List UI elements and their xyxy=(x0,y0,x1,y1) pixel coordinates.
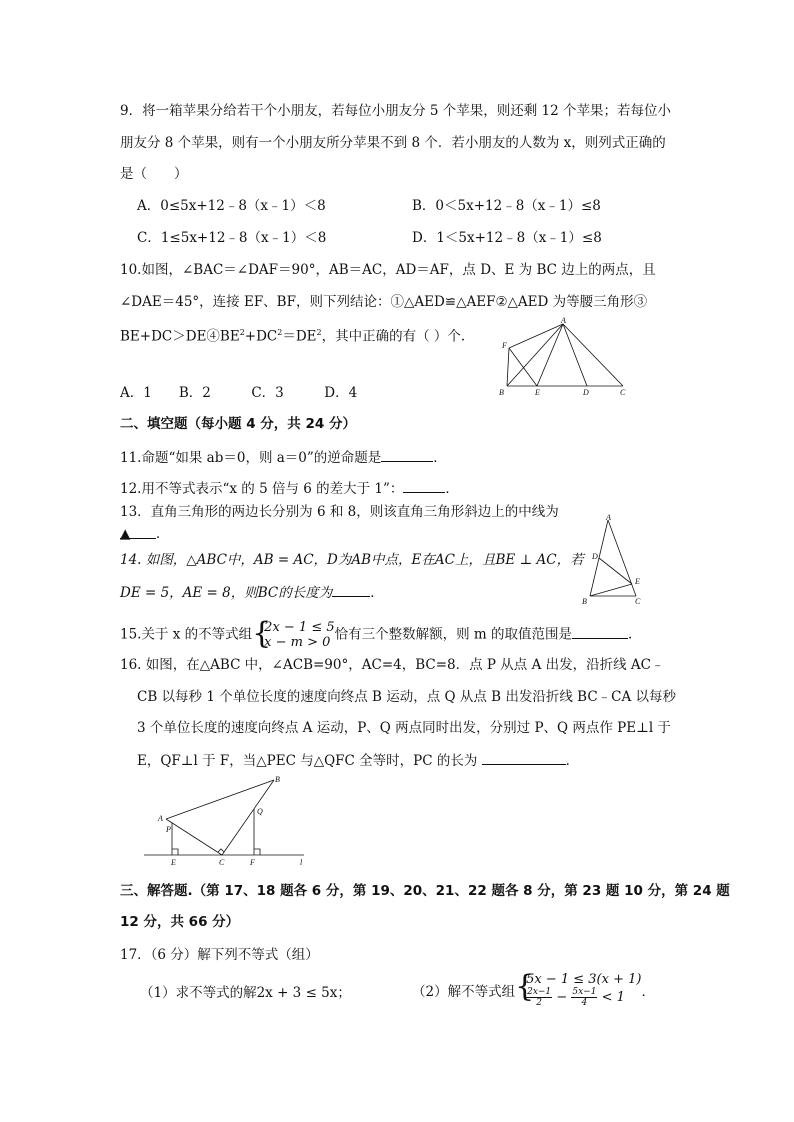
q16-label-a: A xyxy=(158,814,163,823)
q15-sys-row1: 2x − 1 ≤ 5 xyxy=(264,620,335,635)
q10-line3-d: ，其中正确的有（ ）个. xyxy=(321,328,466,345)
q16-label-q: Q xyxy=(257,807,263,816)
q9-line1: 9．将一箱苹果分给若干个小朋友，若每位小朋友分 5 个苹果，则还剩 12 个苹果；若每位小 xyxy=(120,103,672,119)
q9-option-c: C．1≤5x+12﹣8（x﹣1）＜8 xyxy=(137,230,327,246)
q16-label-c: C xyxy=(219,858,225,867)
q16-line1: 16. 如图，在△ABC 中，∠ACB=90°，AC=4，BC=8．点 P 从点 A 出发，沿折线 AC﹣ xyxy=(120,657,665,673)
q16-label-f: F xyxy=(250,858,255,867)
q17-part2 xyxy=(412,969,655,1008)
q17-frac2-num: 5x−1 xyxy=(572,987,597,997)
q17-frac2-den: 4 xyxy=(581,998,588,1008)
q17-end: ． xyxy=(641,984,655,1000)
q11-text: 11.命题“如果 ab＝0，则 a＝0”的逆命题是 xyxy=(120,450,382,466)
q17-frac2 xyxy=(571,987,597,1008)
q15 xyxy=(120,616,633,651)
q11 xyxy=(120,448,447,467)
q15-sys-row2: x − m > 0 xyxy=(264,635,331,650)
q10-options: A．1 B．2 C．3 D．4 xyxy=(120,385,358,401)
q15-post: 恰有三个整数解额，则 m 的取值范围是 xyxy=(334,626,573,643)
q16-label-b: B xyxy=(275,775,280,784)
q17-title: 17．（6 分）解下列不等式（组） xyxy=(120,947,319,963)
section-3-heading-line2: 12 分，共 66 分） xyxy=(120,914,240,930)
q10-label-a: A xyxy=(561,316,566,325)
q15-system: { 2x − 1 ≤ 5 x − m > 0 xyxy=(252,616,335,651)
q9-line2: 朋友分 8 个苹果，则有一个小朋友所分苹果不到 8 个．若小朋友的人数为 x，则列式正确的 xyxy=(120,135,666,151)
q17-sys-row1: 5x − 1 ≤ 3(x + 1) xyxy=(526,972,642,987)
q16-label-e: E xyxy=(171,858,176,867)
q12 xyxy=(120,479,459,498)
q16-label-p: P xyxy=(166,825,171,834)
section-3-heading-line1: 三、解答题.（第 17、18 题各 6 分，第 19、20、21、22 题各 8 分，第 23 题 10 分，第 24 题 xyxy=(120,883,730,899)
q12-end: ． xyxy=(445,481,459,497)
q10-label-f: F xyxy=(502,341,507,350)
q17-part1: （1）求不等式的解2x + 3 ≤ 5x； xyxy=(140,985,351,1001)
q14-label-e: E xyxy=(635,577,640,586)
q14-end: ． xyxy=(370,585,384,601)
q17-system: { 5x − 1 ≤ 3(x + 1) $\frac{2x-1}{2}$ − $\frac{5x-1}{4}$ < 1 xyxy=(515,969,642,1008)
q16-line4-text: E，QF⊥l 于 F，当△PEC 与△QFC 全等时，PC 的长为 xyxy=(137,753,478,769)
q15-answer-blank[interactable] xyxy=(572,625,628,639)
q16-line2: CB 以每秒 1 个单位长度的速度向终点 B 运动，点 Q 从点 B 出发沿折线 BC﹣CA 以每秒 xyxy=(137,689,677,705)
q10-label-b: B xyxy=(499,388,504,397)
q10-sup-3: 2 xyxy=(316,328,322,337)
q9-option-d: D．1＜5x+12﹣8（x﹣1）≤8 xyxy=(412,230,602,246)
q9-option-b: B．0＜5x+12﹣8（x﹣1）≤8 xyxy=(412,198,601,214)
q17-lt: < 1 xyxy=(601,990,625,1005)
q13-end: ． xyxy=(156,526,170,542)
q15-pre: 15.关于 x 的不等式组 xyxy=(120,626,253,643)
q13-line1: 13．直角三角形的两边长分别为 6 和 8，则该直角三角形斜边上的中线为 xyxy=(120,504,559,520)
q14-label-a: A xyxy=(606,514,611,522)
q15-end: . xyxy=(628,626,633,643)
q10-line3-a: BE+DC＞DE④BE xyxy=(120,328,240,345)
q10-line1: 10.如图，∠BAC＝∠DAF＝90°，AB＝AC，AD＝AF，点 D、E 为 BC 边上的两点，且 xyxy=(120,262,656,278)
q9-option-a: A．0≤5x+12﹣8（x﹣1）＜8 xyxy=(137,198,326,214)
q14-label-d: D xyxy=(592,552,598,561)
q11-answer-blank[interactable] xyxy=(381,448,433,462)
q17-frac1-den: 2 xyxy=(536,998,542,1008)
q12-text: 12.用不等式表示“x 的 5 倍与 6 的差大于 1”： xyxy=(120,481,404,497)
q14-figure xyxy=(578,514,648,606)
q13-answer-blank[interactable] xyxy=(120,525,156,542)
section-2-heading: 二、填空题（每小题 4 分，共 24 分） xyxy=(120,416,356,432)
q14-line2-text: DE = 5，AE = 8，则BC的长度为 xyxy=(120,585,333,601)
q14-label-c: C xyxy=(635,597,641,606)
q10-label-d: D xyxy=(583,388,589,397)
q16-line4 xyxy=(137,751,579,770)
q17-sys-row2 xyxy=(526,987,641,1008)
q16-answer-blank[interactable] xyxy=(482,751,566,765)
q10-line2: ∠DAE＝45°，连接 EF、BF，则下列结论：①△AED≌△AEF②△AED 为等腰三角形③ xyxy=(120,294,648,310)
q9-line3: 是（ ） xyxy=(120,166,188,182)
q10-line3-b: +DC xyxy=(244,328,278,345)
q14-line2 xyxy=(120,583,384,602)
q16-figure xyxy=(140,772,320,868)
q14-line1: 14. 如图，△ABC中，AB = AC，D为AB中点，E在AC上，且BE ⊥ AC，若 xyxy=(120,552,584,568)
q10-line3 xyxy=(120,324,465,346)
q17-minus: − xyxy=(556,990,568,1005)
q17-part2-label: （2）解不等式组 xyxy=(412,984,516,1000)
q16-label-l: l xyxy=(300,858,303,867)
q16-line3: 3 个单位长度的速度向终点 A 运动，P、Q 两点同时出发，分别过 P、Q 两点作 PE⊥l 于 xyxy=(137,720,671,736)
q10-label-e: E xyxy=(535,388,540,397)
q10-figure xyxy=(495,316,635,400)
q10-label-c: C xyxy=(620,388,626,397)
q13-mark: ▲ xyxy=(120,526,131,542)
q14-answer-blank[interactable] xyxy=(332,583,370,597)
q10-sup-2: 2 xyxy=(277,328,283,337)
q17-frac1-num: 2x−1 xyxy=(527,987,552,997)
q12-answer-blank[interactable] xyxy=(403,479,445,493)
q13-line2 xyxy=(120,525,170,543)
q10-line3-c: ＝DE xyxy=(282,328,317,345)
q16-end: ． xyxy=(565,753,580,769)
q11-end: ． xyxy=(433,450,447,466)
q14-label-b: B xyxy=(582,597,587,606)
q10-sup-1: 2 xyxy=(239,328,245,337)
